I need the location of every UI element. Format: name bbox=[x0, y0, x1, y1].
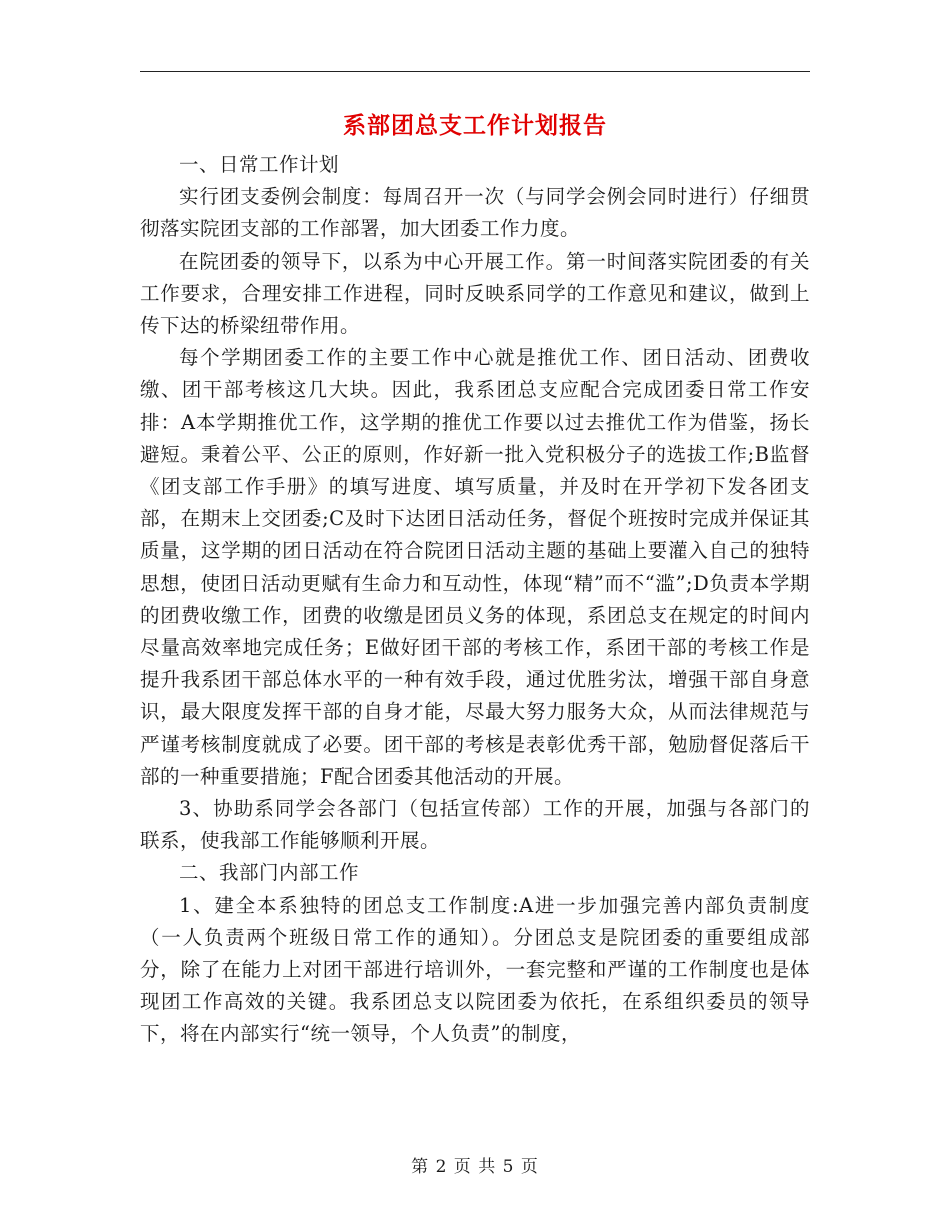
header-rule bbox=[140, 71, 810, 72]
document-body bbox=[140, 149, 810, 1051]
paragraph-assist-departments: 3、协助系同学会各部门（包括宣传部）工作的开展，加强与各部门的联系，使我部工作能够顺利开展。 bbox=[140, 797, 810, 853]
paragraph-main-tasks: 每个学期团委工作的主要工作中心就是推优工作、团日活动、团费收缴、团干部考核这几大块。因此，我系团总支应配合完成团委日常工作安排：A本学期推优工作，这学期的推优工作要以过去推优工作为借鉴，扬长避短。秉着公平、公正的原则，作好新一批入党积极分子的选拔工作;B监督《团支部工作手册》的填写进度、填写质量，并及时在开学初下发各团支部，在期末上交团委;C及时下达团日活动任务，督促个班按时完成并保证其质量，这学期的团日活动在符合院团日活动主题的基础上要灌入自己的独特思想，使团日活动更赋有生命力和互动性，体现“精”而不“滥”;D负责本学期的团费收缴工作，团费的收缴是团员义务的体现，系团总支在规定的时间内尽量高效率地完成任务；E做好团干部的考核工作，系团干部的考核工作是提升我系团干部总体水平的一种有效手段，通过优胜劣汰，增强干部自身意识，最大限度发挥干部的自身才能，尽最大努力服务大众，从而法律规范与严谨考核制度就成了必要。团干部的考核是表彰优秀干部，勉励督促落后干部的一种重要措施；F配合团委其他活动的开展。 bbox=[140, 346, 810, 788]
section-heading-daily-plan: 一、日常工作计划 bbox=[179, 153, 340, 176]
paragraph-meeting-system: 实行团支委例会制度：每周召开一次（与同学会例会同时进行）仔细贯彻落实院团支部的工作部署，加大团委工作力度。 bbox=[140, 185, 810, 241]
document-title: 系部团总支工作计划报告 bbox=[343, 112, 607, 139]
page-footer: 第 2 页 共 5 页 bbox=[411, 1157, 539, 1177]
paragraph-leadership: 在院团委的领导下，以系为中心开展工作。第一时间落实院团委的有关工作要求，合理安排工作进程，同时反映系同学的工作意见和建议，做到上传下达的桥梁纽带作用。 bbox=[140, 249, 810, 338]
paragraph-work-system: 1、建全本系独特的团总支工作制度:A进一步加强完善内部负责制度（一人负责两个班级日常工作的通知）。分团总支是院团委的重要组成部分，除了在能力上对团干部进行培训外，一套完整和严谨的工作制度也是体现团工作高效的关键。我系团总支以院团委为依托，在系组织委员的领导下，将在内部实行“统一领导，个人负责”的制度， bbox=[140, 893, 810, 1046]
section-heading-internal-work: 二、我部门内部工作 bbox=[179, 861, 360, 885]
